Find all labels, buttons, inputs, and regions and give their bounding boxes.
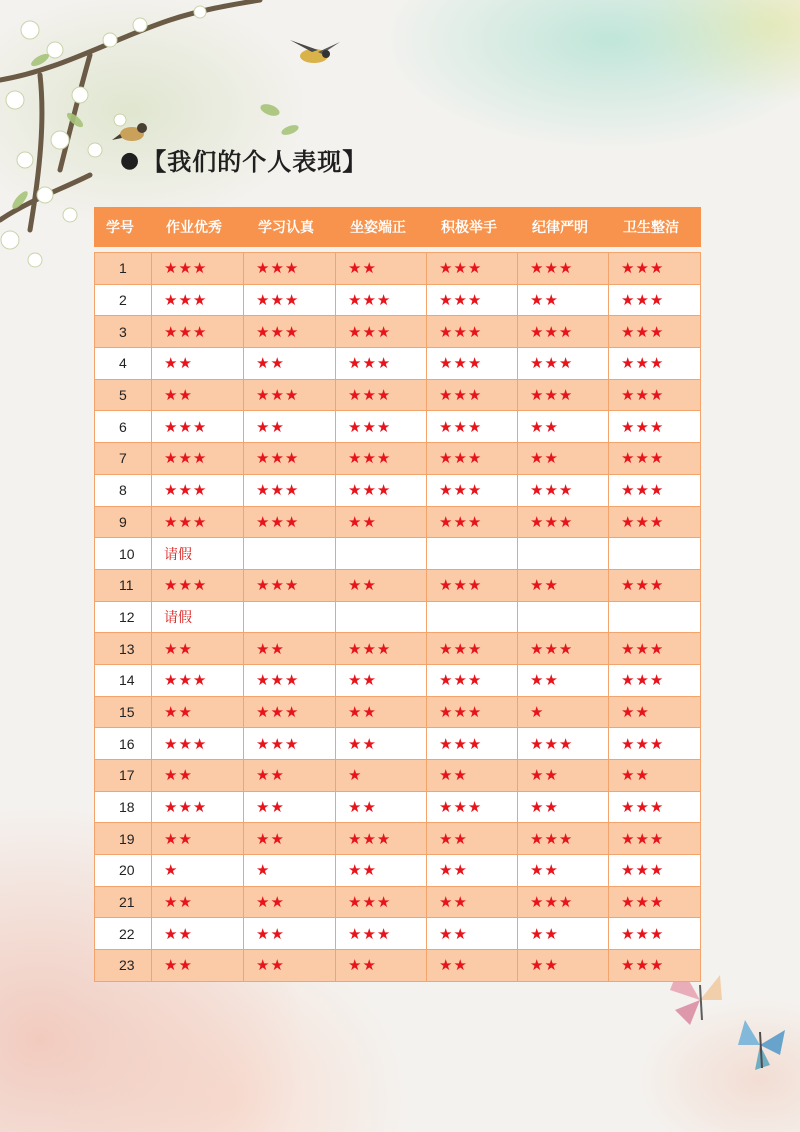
student-id-cell: 3: [94, 316, 152, 347]
rating-cell: ★★: [336, 570, 427, 601]
rating-cell: ★★★: [427, 475, 518, 506]
student-id-cell: 17: [94, 760, 152, 791]
rating-cell: ★★: [518, 665, 609, 696]
table-row: [94, 348, 701, 380]
rating-cell: ★★★: [609, 507, 701, 538]
rating-cell: ★★★: [427, 570, 518, 601]
rating-cell: ★★★: [609, 316, 701, 347]
table-row: [94, 728, 701, 760]
bird-illustration: [282, 38, 346, 70]
rating-cell: ★★: [244, 760, 336, 791]
rating-cell: ★: [152, 855, 244, 886]
table-row: [94, 380, 701, 412]
rating-cell: ★★★: [518, 728, 609, 759]
table-row: [94, 823, 701, 855]
rating-cell: ★★: [244, 792, 336, 823]
rating-cell: ★★★: [609, 633, 701, 664]
student-id-cell: 16: [94, 728, 152, 759]
student-id-cell: 2: [94, 285, 152, 316]
rating-cell: ★★★: [427, 697, 518, 728]
rating-cell: ★★★: [609, 380, 701, 411]
rating-cell: ★★★: [336, 887, 427, 918]
rating-cell: ★★: [427, 760, 518, 791]
rating-cell: ★★★: [518, 380, 609, 411]
rating-cell: ★★: [152, 760, 244, 791]
rating-cell: ★★★: [518, 507, 609, 538]
rating-cell: ★★★: [336, 380, 427, 411]
bullet-icon: ●: [120, 146, 141, 173]
rating-cell: ★★★: [336, 443, 427, 474]
column-header: 纪律严明: [532, 220, 588, 236]
rating-cell: ★★★: [336, 918, 427, 949]
rating-cell: ★★★: [609, 792, 701, 823]
rating-cell: ★★: [244, 348, 336, 379]
rating-cell: ★★★: [427, 443, 518, 474]
rating-cell: ★★★: [152, 316, 244, 347]
rating-cell: ★★: [518, 792, 609, 823]
rating-cell: ★★: [152, 633, 244, 664]
table-row: [94, 507, 701, 539]
rating-cell: ★★★: [244, 475, 336, 506]
student-id-cell: 10: [94, 538, 152, 569]
rating-cell: ★★: [609, 697, 701, 728]
student-id-cell: 9: [94, 507, 152, 538]
student-id-cell: 22: [94, 918, 152, 949]
rating-cell: ★★: [336, 950, 427, 981]
table-row: [94, 792, 701, 824]
student-id-cell: 23: [94, 950, 152, 981]
rating-cell: ★★★: [609, 855, 701, 886]
rating-cell: ★★★: [152, 507, 244, 538]
heading-title: 【我们的个人表现】: [142, 147, 368, 176]
student-id-cell: 19: [94, 823, 152, 854]
rating-cell: ★★★: [609, 823, 701, 854]
rating-cell: ★★★: [427, 792, 518, 823]
rating-cell: ★★★: [336, 285, 427, 316]
rating-cell: ★★★: [427, 253, 518, 284]
rating-cell: [518, 538, 609, 569]
student-id-cell: 12: [94, 602, 152, 633]
rating-cell: ★★: [152, 918, 244, 949]
rating-cell: ★★: [427, 918, 518, 949]
column-header: 坐姿端正: [350, 220, 406, 236]
rating-cell: ★★: [518, 411, 609, 442]
student-id-cell: 15: [94, 697, 152, 728]
rating-cell: ★★★: [336, 475, 427, 506]
rating-cell: ★★: [518, 950, 609, 981]
rating-cell: ★★: [427, 950, 518, 981]
rating-cell: ★★★: [152, 443, 244, 474]
rating-cell: ★★★: [427, 507, 518, 538]
student-id-cell: 5: [94, 380, 152, 411]
table-row: [94, 570, 701, 602]
table-row: [94, 760, 701, 792]
rating-cell: ★★: [244, 950, 336, 981]
rating-cell: ★★★: [609, 570, 701, 601]
rating-cell: ★★★: [609, 411, 701, 442]
rating-cell: ★★★: [152, 285, 244, 316]
rating-cell: ★★★: [427, 728, 518, 759]
student-id-cell: 4: [94, 348, 152, 379]
rating-cell: ★★★: [427, 316, 518, 347]
student-id-cell: 11: [94, 570, 152, 601]
rating-cell: ★★★: [609, 253, 701, 284]
table-row: [94, 950, 701, 982]
column-header: 积极举手: [441, 220, 497, 236]
rating-cell: ★★: [244, 633, 336, 664]
rating-cell: ★★★: [244, 316, 336, 347]
rating-cell: ★★: [152, 380, 244, 411]
rating-cell: ★★★: [244, 253, 336, 284]
column-header: 学习认真: [258, 220, 314, 236]
table-row: [94, 887, 701, 919]
table-row: [94, 918, 701, 950]
rating-cell: ★★★: [427, 633, 518, 664]
rating-cell: ★★★: [336, 633, 427, 664]
rating-cell: ★★★: [244, 380, 336, 411]
table-row: [94, 538, 701, 570]
rating-cell: ★★★: [152, 570, 244, 601]
rating-cell: ★★★: [336, 316, 427, 347]
rating-cell: ★★★: [152, 475, 244, 506]
rating-cell: ★★★: [609, 348, 701, 379]
rating-cell: ★★★: [427, 665, 518, 696]
page-heading: [120, 142, 367, 177]
rating-cell: [427, 538, 518, 569]
student-id-cell: 7: [94, 443, 152, 474]
absence-note-cell: 请假: [152, 538, 244, 569]
rating-cell: ★★★: [244, 507, 336, 538]
table-header: [94, 207, 701, 247]
column-header-student-id: 学号: [106, 220, 134, 236]
rating-cell: ★★★: [244, 285, 336, 316]
rating-cell: ★★★: [518, 348, 609, 379]
rating-cell: ★★★: [518, 316, 609, 347]
rating-cell: ★★: [336, 253, 427, 284]
rating-cell: ★★: [427, 887, 518, 918]
rating-cell: ★★: [336, 697, 427, 728]
rating-cell: [336, 538, 427, 569]
rating-cell: ★★: [244, 918, 336, 949]
rating-cell: [427, 602, 518, 633]
table-row: [94, 411, 701, 443]
table-row: [94, 253, 701, 285]
table-row: [94, 602, 701, 634]
table-row: [94, 855, 701, 887]
rating-cell: ★★★: [336, 823, 427, 854]
rating-cell: ★★: [518, 443, 609, 474]
rating-cell: ★★: [609, 760, 701, 791]
rating-cell: ★★: [336, 665, 427, 696]
rating-cell: ★★★: [518, 887, 609, 918]
table-row: [94, 475, 701, 507]
rating-cell: ★★★: [518, 823, 609, 854]
rating-cell: ★: [336, 760, 427, 791]
student-id-cell: 20: [94, 855, 152, 886]
rating-cell: ★★★: [244, 443, 336, 474]
rating-cell: ★★★: [152, 728, 244, 759]
student-id-cell: 8: [94, 475, 152, 506]
rating-cell: ★: [244, 855, 336, 886]
rating-cell: ★★★: [336, 348, 427, 379]
rating-cell: ★★★: [609, 887, 701, 918]
table-row: [94, 697, 701, 729]
student-id-cell: 13: [94, 633, 152, 664]
performance-table: [94, 207, 701, 982]
rating-cell: ★★★: [518, 475, 609, 506]
rating-cell: ★★★: [336, 411, 427, 442]
table-row: [94, 443, 701, 475]
rating-cell: ★★: [518, 918, 609, 949]
rating-cell: ★★★: [609, 950, 701, 981]
rating-cell: [336, 602, 427, 633]
table-row: [94, 316, 701, 348]
rating-cell: ★★★: [427, 411, 518, 442]
rating-cell: ★★: [336, 792, 427, 823]
rating-cell: ★★: [152, 348, 244, 379]
rating-cell: ★★: [518, 285, 609, 316]
rating-cell: ★★★: [609, 285, 701, 316]
rating-cell: ★★: [336, 728, 427, 759]
rating-cell: ★★★: [152, 253, 244, 284]
rating-cell: ★★: [152, 950, 244, 981]
column-header: 作业优秀: [166, 220, 222, 236]
rating-cell: ★★★: [609, 918, 701, 949]
rating-cell: ★★: [336, 855, 427, 886]
rating-cell: [244, 602, 336, 633]
rating-cell: ★★: [152, 697, 244, 728]
rating-cell: ★★★: [244, 697, 336, 728]
student-id-cell: 6: [94, 411, 152, 442]
rating-cell: [609, 538, 701, 569]
rating-cell: ★★★: [244, 570, 336, 601]
rating-cell: ★★: [518, 855, 609, 886]
rating-cell: ★★: [152, 823, 244, 854]
rating-cell: ★★★: [609, 728, 701, 759]
table-body: [94, 252, 701, 982]
student-id-cell: 1: [94, 253, 152, 284]
rating-cell: ★★★: [427, 380, 518, 411]
rating-cell: ★★: [518, 760, 609, 791]
table-row: [94, 665, 701, 697]
absence-note-cell: 请假: [152, 602, 244, 633]
rating-cell: ★★★: [427, 348, 518, 379]
rating-cell: [244, 538, 336, 569]
rating-cell: ★★★: [152, 792, 244, 823]
rating-cell: ★★: [244, 411, 336, 442]
rating-cell: ★★★: [152, 411, 244, 442]
rating-cell: ★★★: [518, 253, 609, 284]
student-id-cell: 18: [94, 792, 152, 823]
rating-cell: ★★: [244, 823, 336, 854]
rating-cell: ★★: [336, 507, 427, 538]
rating-cell: ★★: [152, 887, 244, 918]
rating-cell: ★★★: [609, 475, 701, 506]
table-row: [94, 633, 701, 665]
rating-cell: ★★★: [609, 665, 701, 696]
rating-cell: ★★: [427, 823, 518, 854]
rating-cell: ★★: [518, 570, 609, 601]
student-id-cell: 14: [94, 665, 152, 696]
student-id-cell: 21: [94, 887, 152, 918]
rating-cell: [518, 602, 609, 633]
rating-cell: ★★★: [152, 665, 244, 696]
rating-cell: [609, 602, 701, 633]
rating-cell: ★★★: [518, 633, 609, 664]
table-row: [94, 285, 701, 317]
rating-cell: ★★: [427, 855, 518, 886]
column-header: 卫生整洁: [623, 220, 679, 236]
rating-cell: ★★★: [244, 665, 336, 696]
rating-cell: ★★★: [244, 728, 336, 759]
rating-cell: ★: [518, 697, 609, 728]
rating-cell: ★★★: [427, 285, 518, 316]
rating-cell: ★★: [244, 887, 336, 918]
rating-cell: ★★★: [609, 443, 701, 474]
